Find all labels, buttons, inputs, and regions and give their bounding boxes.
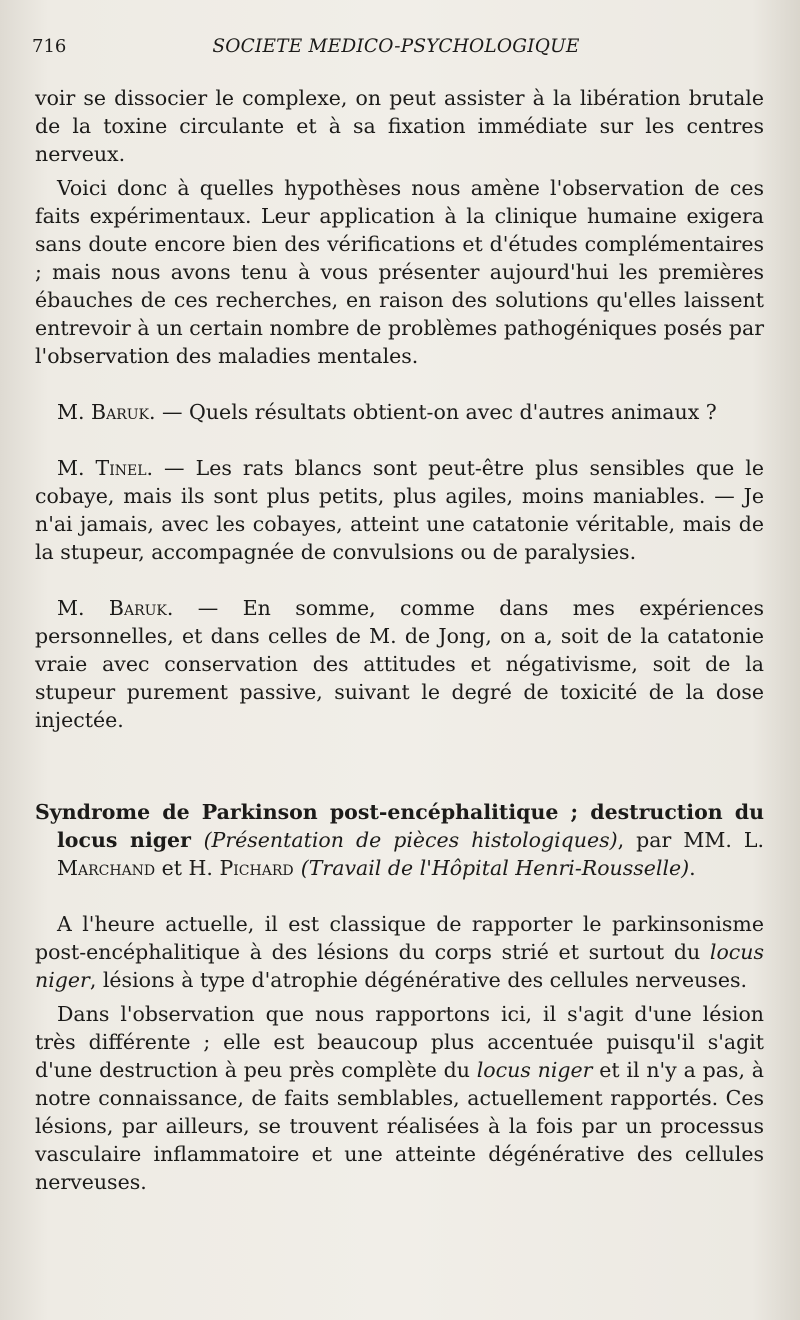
speaker-name: M. Baruk. bbox=[57, 596, 174, 620]
page-number: 716 bbox=[32, 36, 67, 57]
emphasis-term: locus niger bbox=[35, 940, 764, 992]
page-header bbox=[32, 36, 760, 62]
section-subtitle: (Présentation de pièces histologiques) bbox=[203, 828, 618, 852]
speaker-text: — Quels résultats obtient-on avec d'autres animaux ? bbox=[155, 400, 717, 424]
running-head: SOCIETE MEDICO-PSYCHOLOGIQUE bbox=[212, 36, 580, 57]
speaker-name: M. Baruk. bbox=[57, 400, 156, 424]
emphasis-term: locus niger bbox=[476, 1058, 593, 1082]
discussion-tinel-reply bbox=[35, 454, 764, 566]
section-affiliation: (Travail de l'Hôpital Henri-Rousselle) bbox=[300, 856, 690, 880]
discussion-baruk-question bbox=[35, 398, 764, 426]
discussion-baruk-summary bbox=[35, 594, 764, 734]
speaker-name: M. Tinel. bbox=[57, 456, 154, 480]
author-name: Marchand bbox=[57, 856, 156, 880]
section-heading: Syndrome de Parkinson post-encéphalitique ; destruction du locus niger (Présentation de pièces histologiques), par MM. L. Marchand et H. Pichard (Travail de l'Hôpital Henri-Rousselle). bbox=[35, 800, 764, 880]
paragraph-continuation: voir se dissocier le complexe, on peut assister à la libération brutale de la toxine circulante et à sa fixation immédiate sur les centres nerveux. bbox=[35, 86, 764, 166]
speaker-text: — En somme, comme dans mes expériences personnelles, et dans celles de M. de Jong, on a, soit de la catatonie vraie avec conservation des attitudes et négativisme, soit de la stupeur purement passive, suivant le degré de toxicité de la dose injectée. bbox=[35, 596, 765, 732]
author-name: Pichard bbox=[219, 856, 294, 880]
paragraph-hypotheses: Voici donc à quelles hypothèses nous amène l'observation de ces faits expérimentaux. Leur application à la clinique humaine exigera sans doute encore bien des vérifications et d'études complémentaires ; mais nous avons tenu à vous présenter aujourd'hui les premières ébauches de ces recherches, en raison des solutions qu'elles laissent entrevoir à un certain nombre de problèmes pathogéniques posés par l'observation des maladies mentales. bbox=[35, 176, 764, 368]
paragraph-intro: A l'heure actuelle, il est classique de rapporter le parkinsonisme post-encéphalitique à des lésions du corps strié et surtout du locus niger, lésions à type d'atrophie dégénérative des cellules nerveuses. bbox=[35, 912, 764, 992]
section-title: Syndrome de Parkinson post-encéphalitique ; destruction du locus niger bbox=[35, 800, 764, 852]
page-body bbox=[35, 84, 764, 1196]
paragraph-observation: Dans l'observation que nous rapportons ici, il s'agit d'une lésion très différente ; elle est beaucoup plus accentuée puisqu'il s'agit d'une destruction à peu près complète du locus niger et il n'y a pas, à notre connaissance, de faits semblables, actuellement rapportés. Ces lésions, par ailleurs, se trouvent réalisées à la fois par un processus vasculaire inflammatoire et une atteinte dégénérative des cellules nerveuses. bbox=[35, 1002, 764, 1194]
speaker-text: — Les rats blancs sont peut-être plus sensibles que le cobaye, mais ils sont plus petits, plus agiles, moins maniables. — Je n'ai jamais, avec les cobayes, atteint une catatonie véritable, mais de la stupeur, accompagnée de convulsions ou de paralysies. bbox=[35, 456, 764, 564]
